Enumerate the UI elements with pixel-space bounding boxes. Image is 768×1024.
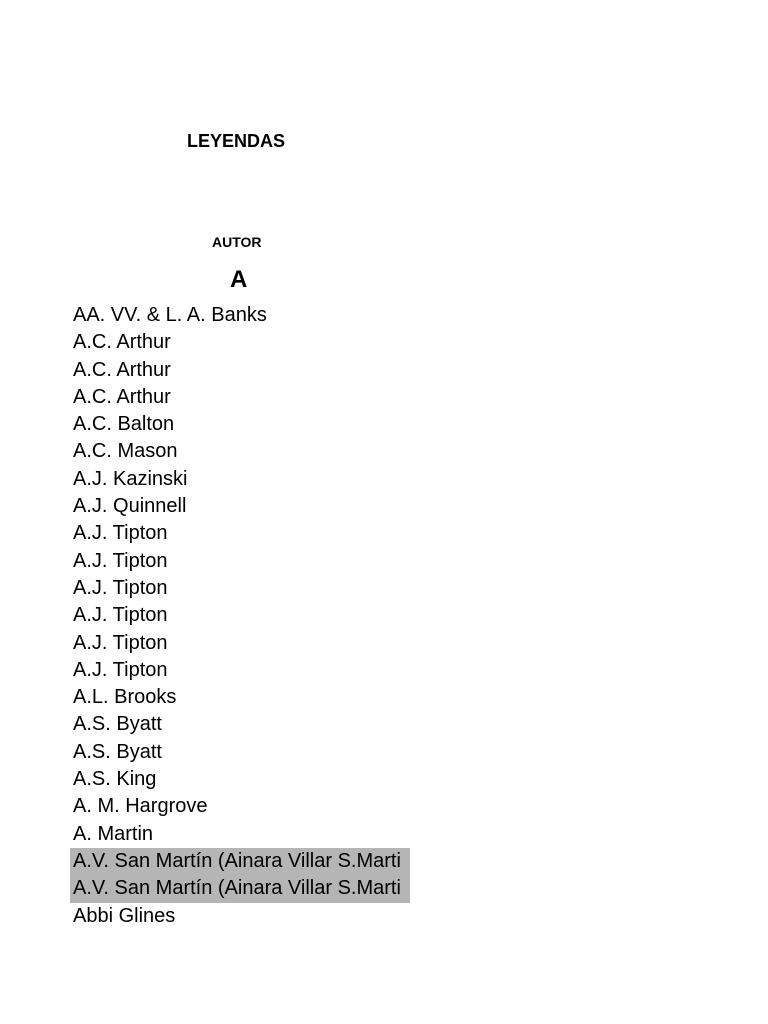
author-row: A.J. Tipton [73, 576, 168, 599]
author-row: Abbi Glines [73, 904, 176, 927]
author-row: A.J. Tipton [73, 522, 168, 545]
author-row-highlighted: A.V. San Martín (Ainara Villar S.Marti [70, 875, 410, 902]
author-row: A.J. Tipton [73, 631, 168, 654]
author-row: A.S. Byatt [73, 740, 162, 763]
section-letter: A [230, 266, 248, 293]
author-row: A.C. Arthur [73, 385, 171, 408]
document-title: LEYENDAS [187, 131, 286, 151]
author-row: A.C. Mason [73, 440, 178, 463]
author-row-highlighted: A.V. San Martín (Ainara Villar S.Marti [70, 848, 410, 875]
author-row: AA. VV. & L. A. Banks [73, 304, 267, 326]
author-row: A.J. Quinnell [73, 495, 187, 518]
column-header: AUTOR [212, 234, 262, 250]
author-row: A.S. King [73, 768, 157, 791]
author-row: A.J. Tipton [73, 549, 168, 572]
author-list [70, 302, 410, 930]
author-row: A.C. Arthur [73, 358, 171, 381]
author-row: A.C. Balton [73, 413, 175, 436]
author-row: A.J. Tipton [73, 658, 168, 681]
author-row: A.C. Arthur [73, 331, 171, 354]
author-row: A. M. Hargrove [73, 795, 208, 818]
author-row: A.J. Kazinski [73, 467, 188, 490]
author-row: A.J. Tipton [73, 604, 168, 627]
author-row: A. Martin [73, 822, 154, 845]
author-row: A.L. Brooks [73, 686, 177, 709]
author-row: A.S. Byatt [73, 713, 162, 736]
